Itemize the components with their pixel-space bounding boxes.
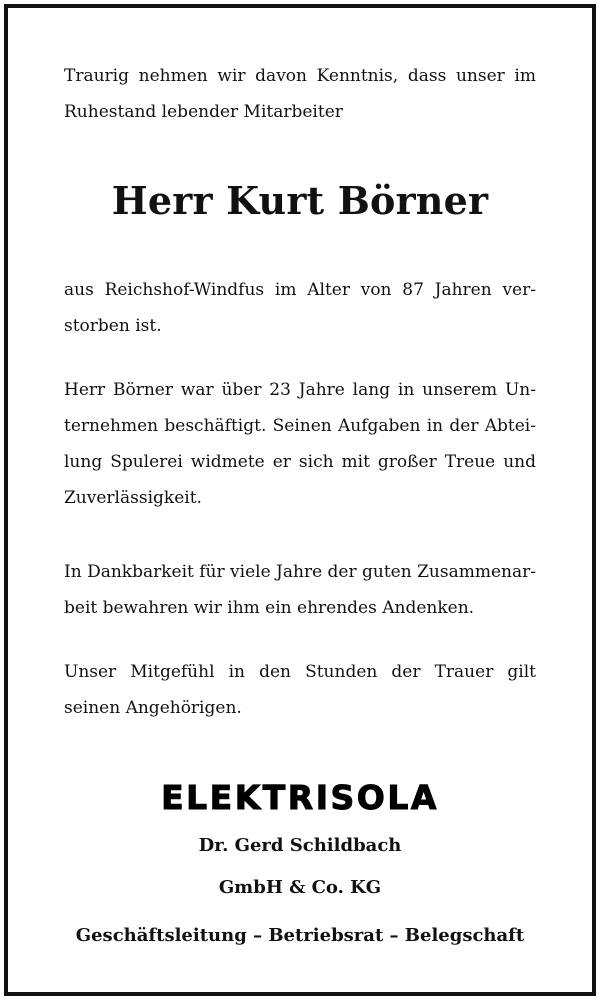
origin-paragraph: aus Reichshof-Windfus im Alter von 87 Jahren verstorben ist. xyxy=(64,280,536,336)
company-name-line1: Dr. Gerd Schildbach xyxy=(198,835,402,856)
company-name-line2: GmbH & Co. KG xyxy=(218,877,382,898)
obituary-content xyxy=(64,8,536,992)
company-logo: ELEKTRISOLA xyxy=(161,778,439,817)
intro-paragraph: Traurig nehmen wir davon Kenntnis, dass unser im Ruhestand lebender Mitarbeiter xyxy=(64,66,536,122)
signatories-line: Geschäftsleitung – Betriebsrat – Belegschaft xyxy=(75,925,525,946)
service-paragraph: Herr Börner war über 23 Jahre lang in unserem Unternehmen beschäftigt. Seinen Aufgaben in der Abteilung Spulerei widmete er sich mit großer Treue und Zuverlässigkeit. xyxy=(64,380,536,508)
condolence-paragraph: Unser Mitgefühl in den Stunden der Trauer gilt seinen Angehörigen. xyxy=(64,662,536,718)
obituary-notice-frame xyxy=(4,4,596,996)
gratitude-paragraph: In Dankbarkeit für viele Jahre der guten Zusammenarbeit bewahren wir ihm ein ehrendes Andenken. xyxy=(64,562,536,618)
deceased-name-heading: Herr Kurt Börner xyxy=(111,178,489,223)
